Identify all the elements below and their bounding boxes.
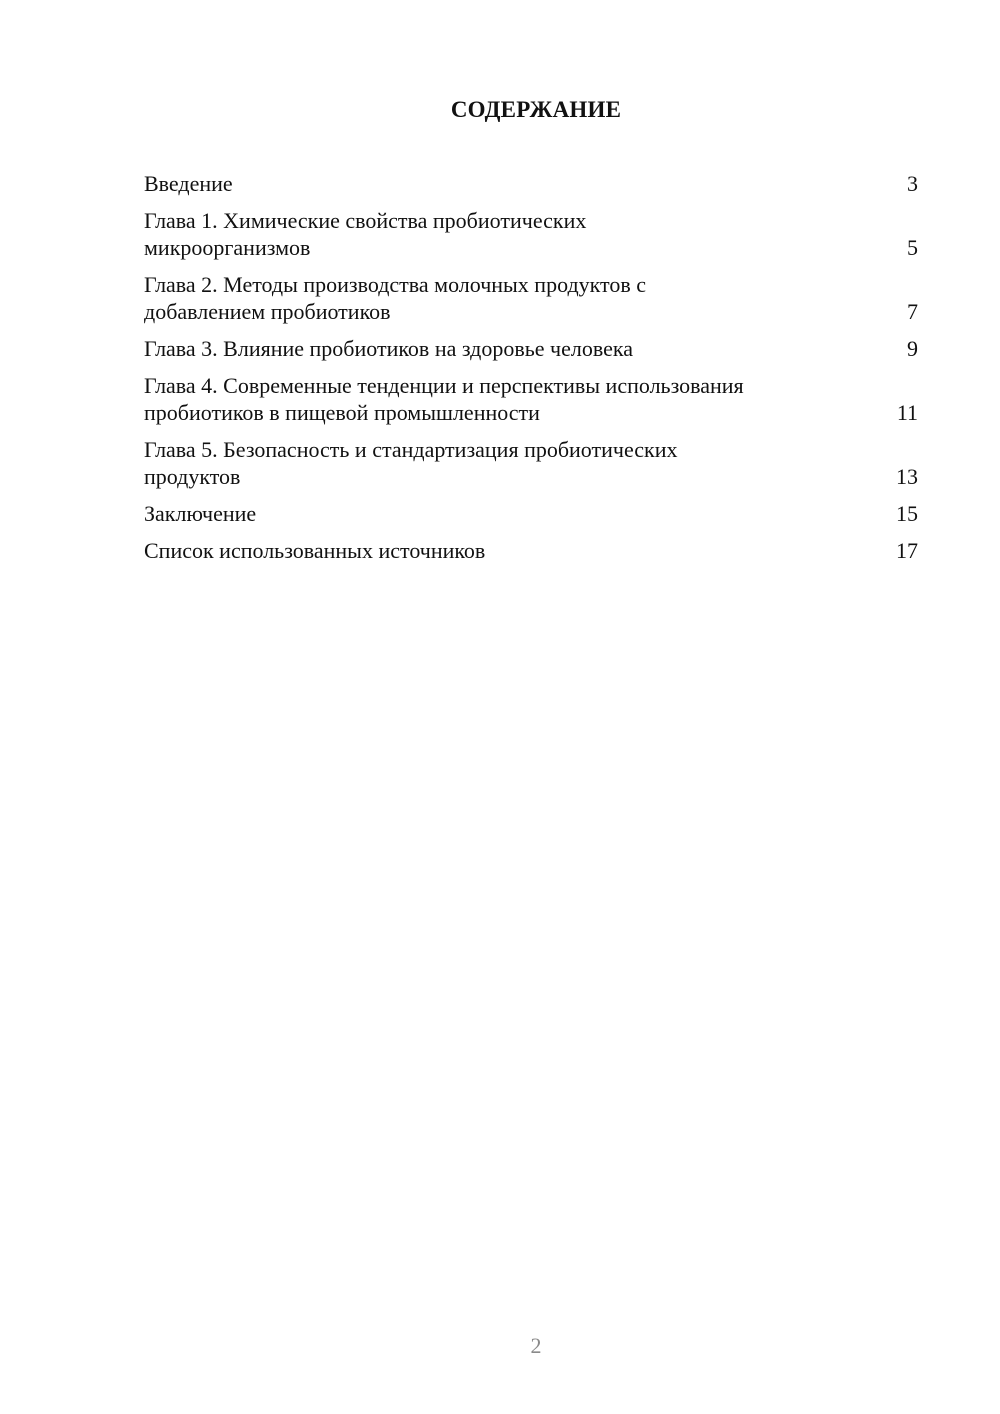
- toc-item-references[interactable]: [144, 537, 918, 564]
- toc-item-page: 7: [907, 299, 918, 324]
- toc-item-page: 5: [907, 235, 918, 260]
- toc-item-label: [144, 170, 888, 197]
- toc-item-label-line: Глава 1. Химические свойства пробиотических: [144, 208, 587, 233]
- toc-item-label-line: продуктов: [144, 464, 241, 489]
- toc-item-label-line: Глава 5. Безопасность и стандартизация пробиотических: [144, 437, 678, 462]
- toc-item-page: 13: [896, 464, 918, 489]
- toc-item-label-line: Заключение: [144, 501, 257, 526]
- toc-item-introduction[interactable]: [144, 170, 918, 197]
- toc-item-label-line: добавлением пробиотиков: [144, 299, 391, 324]
- toc-list: [144, 170, 918, 574]
- toc-item-label: [144, 335, 888, 362]
- toc-item-page: 15: [896, 501, 918, 526]
- toc-item-page: 17: [896, 538, 918, 563]
- toc-item-page: 3: [907, 171, 918, 196]
- toc-item-chapter-5[interactable]: [144, 436, 918, 490]
- toc-item-label-line: Глава 3. Влияние пробиотиков на здоровье человека: [144, 336, 633, 361]
- toc-item-label: [144, 537, 888, 564]
- toc-item-label: [144, 500, 888, 527]
- toc-item-page: 11: [896, 400, 918, 425]
- toc-item-label-line: Глава 2. Методы производства молочных продуктов с: [144, 272, 647, 297]
- toc-title: СОДЕРЖАНИЕ: [450, 97, 622, 122]
- toc-item-chapter-2[interactable]: [144, 271, 918, 325]
- toc-item-label: [144, 436, 888, 490]
- toc-item-label-line: микроорганизмов: [144, 235, 311, 260]
- toc-item-label: [144, 207, 888, 261]
- toc-item-label-line: пробиотиков в пищевой промышленности: [144, 400, 540, 425]
- toc-item-label-line: Глава 4. Современные тенденции и перспективы использования: [144, 373, 744, 398]
- toc-item-chapter-1[interactable]: [144, 207, 918, 261]
- toc-item-label: [144, 372, 888, 426]
- toc-item-conclusion[interactable]: [144, 500, 918, 527]
- toc-item-label-line: Введение: [144, 171, 233, 196]
- toc-item-label-line: Список использованных источников: [144, 538, 486, 563]
- page-number: 2: [530, 1333, 542, 1358]
- toc-item-chapter-4[interactable]: [144, 372, 918, 426]
- toc-item-page: 9: [907, 336, 918, 361]
- toc-item-chapter-3[interactable]: [144, 335, 918, 362]
- toc-item-label: [144, 271, 888, 325]
